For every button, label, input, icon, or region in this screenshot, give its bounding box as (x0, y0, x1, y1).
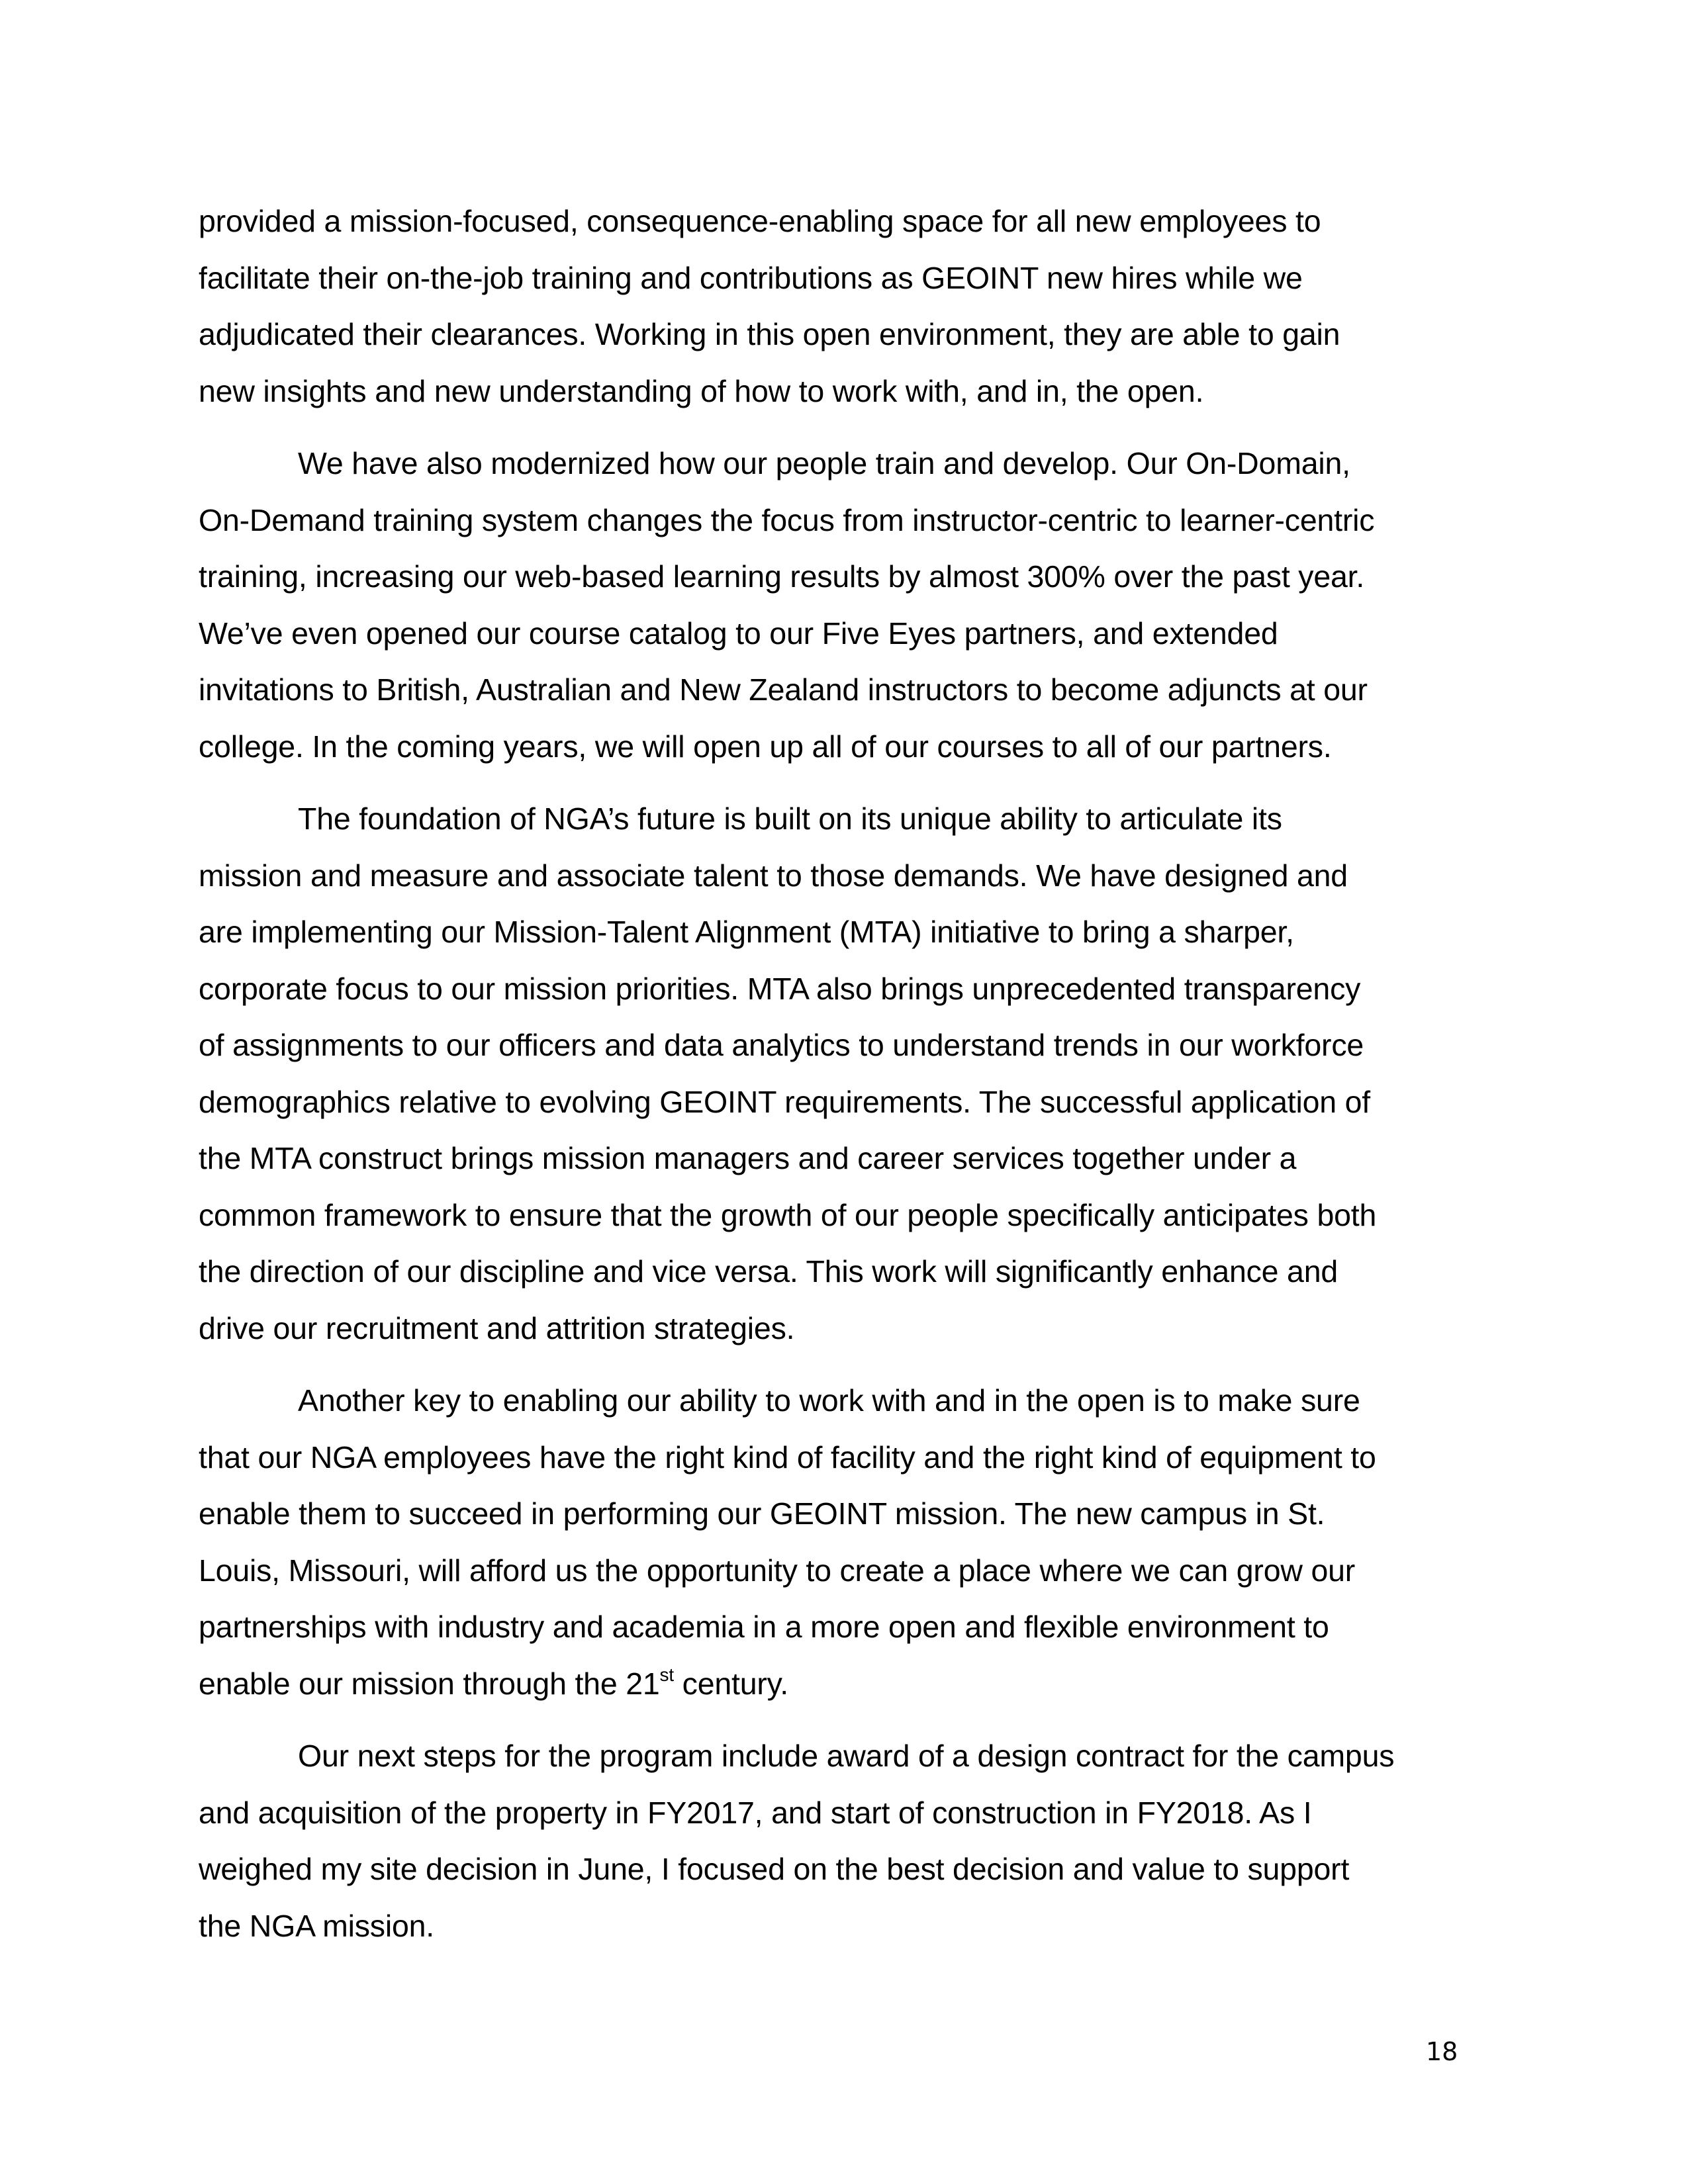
text-line: of assignments to our officers and data analytics to understand trends in our workforce (199, 1028, 1364, 1062)
text-line: the NGA mission. (199, 1908, 435, 1943)
text-line: We have also modernized how our people train and develop. Our On-Domain, (298, 446, 1350, 480)
text-line: Our next steps for the program include award of a design contract for the campus (298, 1739, 1395, 1773)
text-line: demographics relative to evolving GEOINT requirements. The successful application of (199, 1084, 1371, 1119)
text-line: The foundation of NGA’s future is built on its unique ability to articulate its (298, 801, 1282, 836)
text-line: the direction of our discipline and vice versa. This work will significantly enhance and (199, 1254, 1338, 1289)
text-line: Another key to enabling our ability to work with and in the open is to make sure (298, 1383, 1360, 1418)
text-line: partnerships with industry and academia in a more open and flexible environment to (199, 1610, 1329, 1644)
paragraph-next-steps (199, 1728, 1496, 1954)
text-line: adjudicated their clearances. Working in this open environment, they are able to gain (199, 317, 1340, 351)
text-line: weighed my site decision in June, I focused on the best decision and value to support (199, 1852, 1350, 1886)
text-line: We’ve even opened our course catalog to our Five Eyes partners, and extended (199, 615, 1278, 651)
page-number: 18 (1426, 2037, 1458, 2066)
text-line (199, 1656, 1496, 1713)
text-line: college. In the coming years, we will open up all of our courses to all of our partners. (199, 729, 1332, 764)
text-line: facilitate their on-the-job training and contributions as GEOINT new hires while we (199, 260, 1303, 295)
text-line: corporate focus to our mission priorities. MTA also brings unprecedented transparency (199, 971, 1361, 1006)
paragraph-facility-campus (199, 1373, 1496, 1712)
text-line: are implementing our Mission-Talent Alignment (MTA) initiative to bring a sharper, (199, 915, 1294, 949)
text-line: the MTA construct brings mission managers and career services together under a (199, 1141, 1297, 1175)
text-line: mission and measure and associate talent to those demands. We have designed and (199, 858, 1348, 893)
text-fragment: enable our mission through the 21 (199, 1666, 660, 1701)
text-line: Louis, Missouri, will afford us the opportunity to create a place where we can grow our (199, 1553, 1356, 1588)
paragraph-training-modernization (199, 435, 1496, 775)
text-fragment: century. (673, 1666, 788, 1701)
text-line: common framework to ensure that the growth of our people specifically anticipates both (199, 1197, 1377, 1232)
superscript-ordinal: st (659, 1664, 674, 1685)
paragraph-new-employee-space (199, 193, 1496, 420)
text-line: provided a mission-focused, consequence-enabling space for all new employees to (199, 204, 1321, 238)
paragraph-mission-talent-alignment (199, 791, 1496, 1357)
text-line: On-Demand training system changes the focus from instructor-centric to learner-centric (199, 502, 1375, 537)
text-line: and acquisition of the property in FY2017, and start of construction in FY2018. As I (199, 1795, 1312, 1830)
text-line: that our NGA employees have the right kind of facility and the right kind of equipment to (199, 1439, 1376, 1475)
text-line: enable them to succeed in performing our GEOINT mission. The new campus in St. (199, 1496, 1325, 1531)
text-line: drive our recruitment and attrition strategies. (199, 1310, 795, 1345)
document-body (199, 193, 1496, 1970)
text-line: new insights and new understanding of how to work with, and in, the open. (199, 373, 1204, 408)
text-line: training, increasing our web-based learning results by almost 300% over the past year. (199, 559, 1365, 594)
text-line: invitations to British, Australian and New Zealand instructors to become adjuncts at our (199, 672, 1368, 707)
